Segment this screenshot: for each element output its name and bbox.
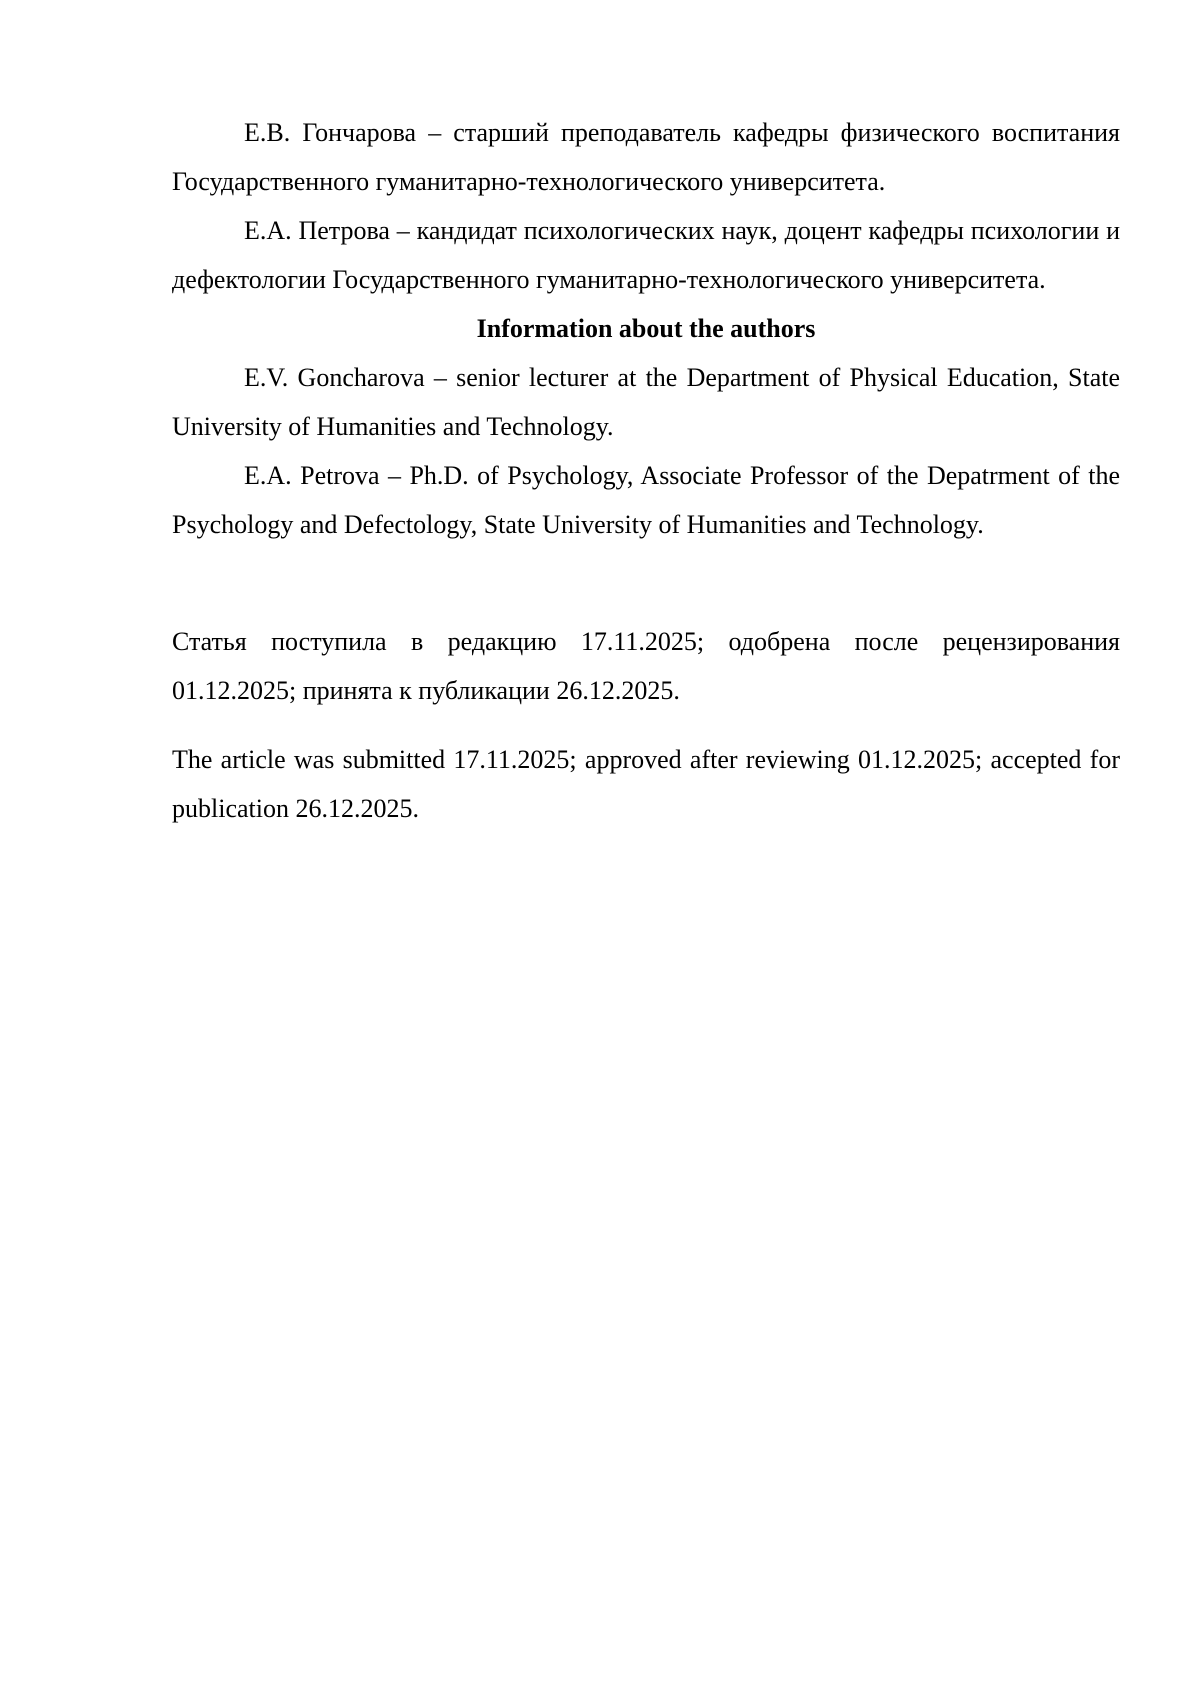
- document-body: [172, 108, 1120, 833]
- author-info-en-goncharova: E.V. Goncharova – senior lecturer at the Department of Physical Education, State University of Humanities and Technology.: [172, 363, 1120, 441]
- section-spacer: [172, 549, 1120, 617]
- author-info-ru-goncharova: Е.В. Гончарова – старший преподаватель кафедры физического воспитания Государственного гуманитарно-технологического университета.: [172, 118, 1120, 196]
- submission-dates-en: The article was submitted 17.11.2025; approved after reviewing 01.12.2025; accepted for publication 26.12.2025.: [172, 745, 1120, 823]
- authors-heading-en: Information about the authors: [476, 314, 816, 343]
- paragraph-spacer: [172, 715, 1120, 735]
- submission-dates-ru: Статья поступила в редакцию 17.11.2025; одобрена после рецензирования 01.12.2025; принята к публикации 26.12.2025.: [172, 627, 1120, 705]
- author-info-en-petrova: E.A. Petrova – Ph.D. of Psychology, Associate Professor of the Depatrment of the Psychology and Defectology, State University of Humanities and Technology.: [172, 461, 1120, 539]
- author-info-ru-petrova: Е.А. Петрова – кандидат психологических наук, доцент кафедры психологии и дефектологии Государственного гуманитарно-технологического университета.: [172, 216, 1120, 294]
